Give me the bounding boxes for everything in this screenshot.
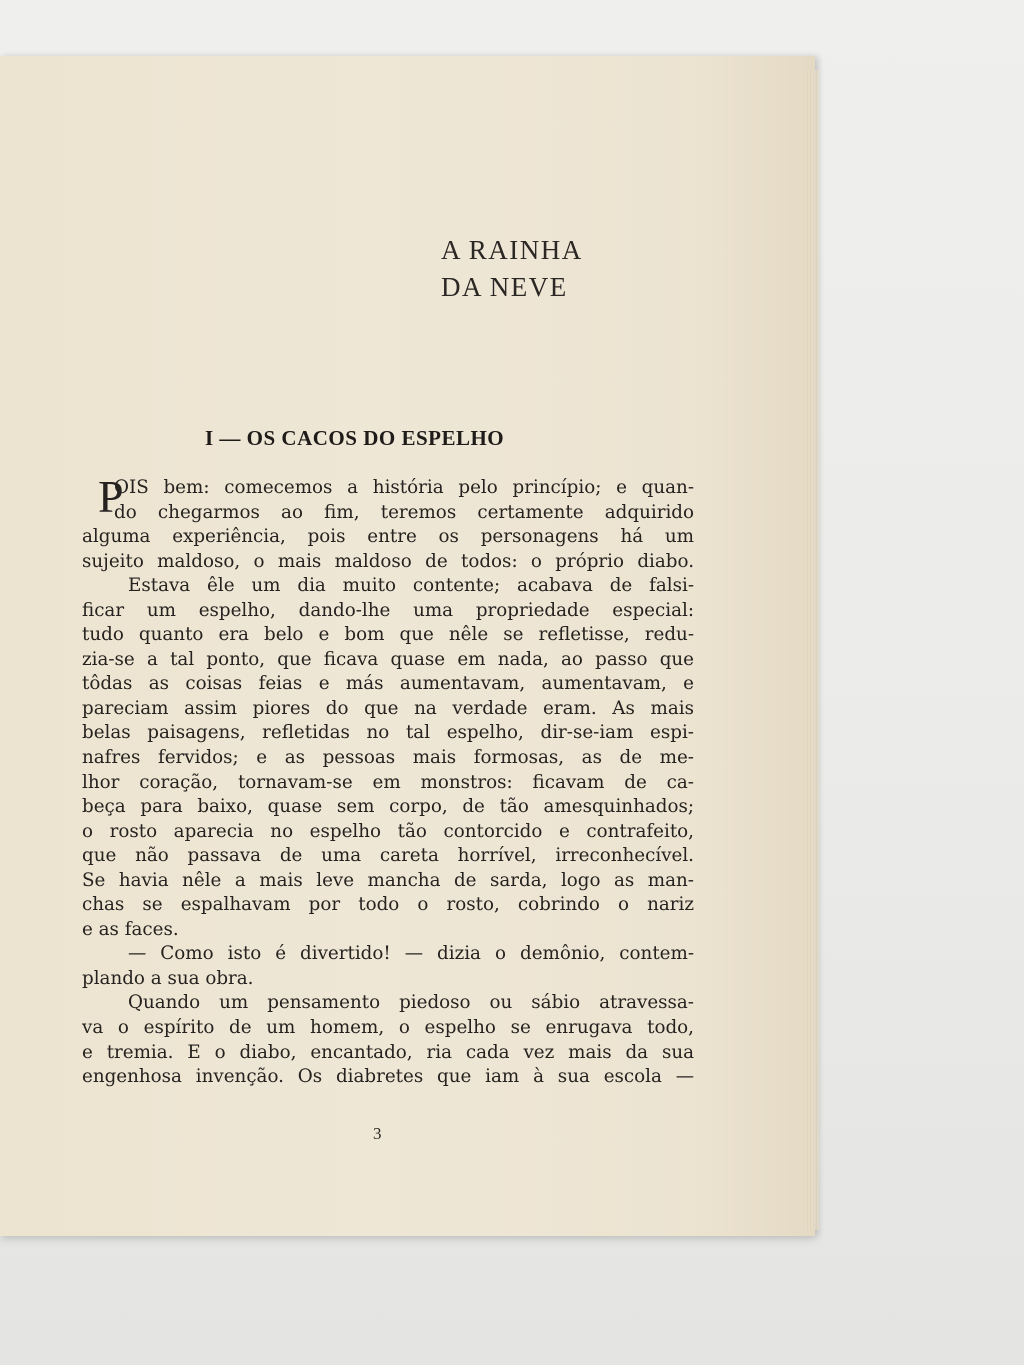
text-line: sujeito maldoso, o mais maldoso de todos: o próprio diabo.	[82, 550, 694, 572]
text-line: zia-se a tal ponto, que ficava quase em nada, ao passo que	[82, 648, 694, 670]
text-line: ficar um espelho, dando-lhe uma propriedade especial:	[82, 599, 694, 621]
text-line: nafres fervidos; e as pessoas mais formosas, as de me-	[82, 747, 694, 769]
text-line: va o espírito de um homem, o espelho se enrugava todo,	[82, 1017, 694, 1039]
text-line: Quando um pensamento piedoso ou sábio atravessa-	[128, 992, 694, 1014]
text-line: engenhosa invenção. Os diabretes que iam à sua escola —	[82, 1066, 694, 1088]
text-line: que não passava de uma careta horrível, irreconhecível.	[82, 845, 694, 867]
chapter-title: I — OS CACOS DO ESPELHO	[205, 426, 505, 450]
text-line: lhor coração, tornavam-se em monstros: ficavam de ca-	[82, 771, 694, 793]
first-line-text: OIS bem: comecemos a história pelo princípio; e quan-	[114, 477, 694, 498]
text-line: plando a sua obra.	[82, 967, 254, 989]
text-line: belas paisagens, refletidas no tal espelho, dir-se-iam espi-	[82, 722, 694, 744]
text-line: e as faces.	[82, 918, 179, 940]
text-line: alguma experiência, pois entre os personagens há um	[82, 526, 694, 548]
text-line: o rosto aparecia no espelho tão contorcido e contrafeito,	[82, 820, 694, 842]
text-line: tôdas as coisas feias e más aumentavam, aumentavam, e	[82, 673, 694, 695]
text-line: do chegarmos ao fim, teremos certamente adquirido	[114, 501, 694, 523]
text-line: tudo quanto era belo e bom que nêle se refletisse, redu-	[82, 624, 694, 646]
book-title	[441, 232, 583, 306]
text-line: chas se espalhavam por todo o rosto, cobrindo o nariz	[82, 894, 694, 916]
drop-cap: P	[98, 471, 124, 522]
text-line: pareciam assim piores do que na verdade eram. As mais	[82, 697, 694, 719]
text-line: Se havia nêle a mais leve mancha de sarda, logo as man-	[82, 869, 694, 891]
text-line: Estava êle um dia muito contente; acabava de falsi-	[128, 575, 694, 597]
text-line: — Como isto é divertido! — dizia o demônio, contem-	[128, 943, 694, 965]
book-title-line-2: DA NEVE	[441, 272, 568, 302]
text-line: e tremia. E o diabo, encantado, ria cada vez mais da sua	[82, 1041, 694, 1063]
text-line: beça para baixo, quase sem corpo, de tão amesquinhados;	[82, 796, 694, 818]
book-title-line-1: A RAINHA	[441, 235, 583, 265]
page-number: 3	[373, 1124, 382, 1143]
page-edges	[805, 70, 819, 1230]
body-text	[82, 471, 694, 1090]
